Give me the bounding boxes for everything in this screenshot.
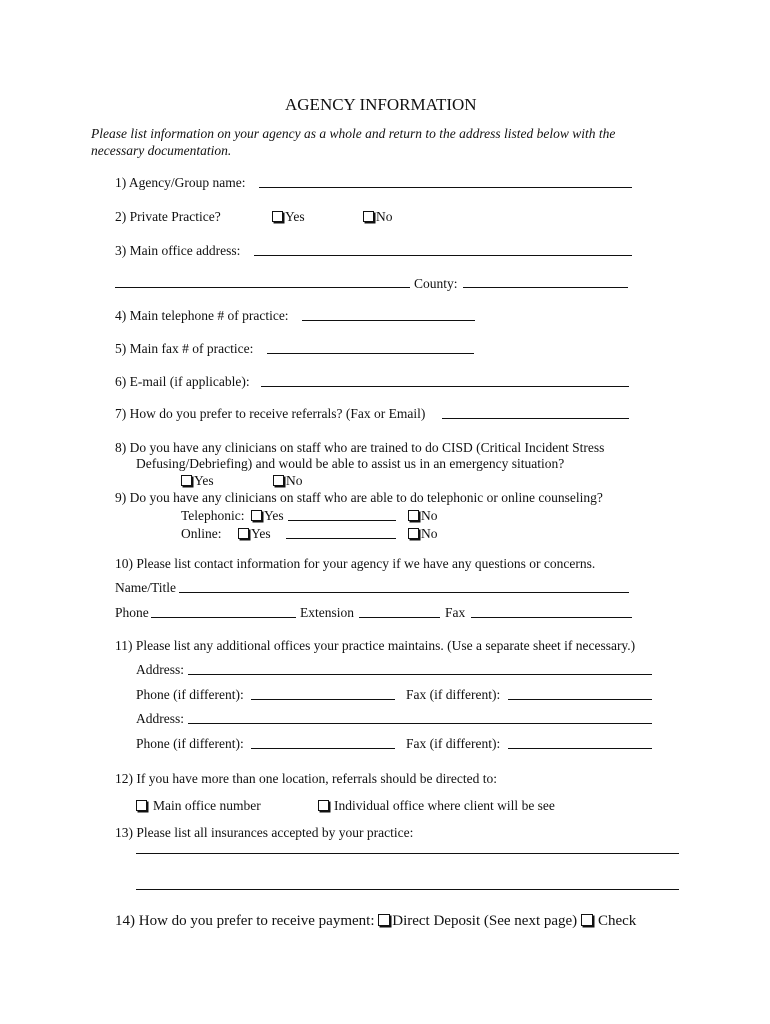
telephonic-no-option[interactable]: [408, 508, 438, 524]
telephonic-yes-option[interactable]: [251, 508, 284, 524]
main-office-number-option[interactable]: [136, 798, 261, 814]
main-fax-field[interactable]: [267, 353, 474, 354]
yes-label: Yes: [194, 473, 214, 488]
no-label: No: [421, 526, 438, 541]
main-telephone-field[interactable]: [302, 320, 475, 321]
name-title-label: Name/Title: [115, 580, 177, 595]
no-label: No: [286, 473, 303, 488]
fax-label: Fax: [445, 605, 466, 620]
question-10-label: 10) Please list contact information for your agency if we have any questions or concerns.: [115, 556, 596, 571]
additional-phone-2-field[interactable]: [251, 748, 395, 749]
checkbox-icon: [181, 475, 192, 486]
insurances-line-2-field[interactable]: [136, 889, 679, 890]
additional-fax-1-field[interactable]: [508, 699, 652, 700]
contact-fax-field[interactable]: [471, 617, 632, 618]
intro-text-line2: necessary documentation.: [91, 143, 232, 158]
individual-office-label: Individual office where client will be see: [334, 798, 555, 813]
telephonic-yes-field[interactable]: [288, 520, 396, 521]
question-2-label: 2) Private Practice?: [115, 209, 221, 224]
individual-office-option[interactable]: [318, 798, 555, 814]
checkbox-icon: [363, 211, 374, 222]
email-field[interactable]: [261, 386, 629, 387]
page-title: AGENCY INFORMATION: [285, 95, 477, 114]
phone-if-different-label: Phone (if different):: [136, 687, 244, 702]
county-field[interactable]: [463, 287, 628, 288]
question-14-row: [115, 912, 636, 930]
yes-label: Yes: [264, 508, 284, 523]
question-3-label: 3) Main office address:: [115, 243, 241, 258]
checkbox-icon: [581, 914, 593, 926]
question-8-label-line2: Defusing/Debriefing) and would be able to assist us in an emergency situation?: [136, 456, 565, 471]
private-practice-no-option[interactable]: [363, 209, 393, 225]
address-label: Address:: [136, 662, 184, 677]
checkbox-icon: [272, 211, 283, 222]
online-yes-option[interactable]: [238, 526, 271, 542]
intro-text-line1: Please list information on your agency as a whole and return to the address listed below with the: [91, 126, 616, 141]
checkbox-icon: [378, 914, 390, 926]
additional-fax-2-field[interactable]: [508, 748, 652, 749]
yes-label: Yes: [251, 526, 271, 541]
telephonic-label: Telephonic:: [181, 508, 245, 523]
main-office-number-label: Main office number: [153, 798, 261, 813]
agency-name-field[interactable]: [259, 187, 632, 188]
yes-label: Yes: [285, 209, 305, 224]
online-no-option[interactable]: [408, 526, 438, 542]
question-12-label: 12) If you have more than one location, referrals should be directed to:: [115, 771, 497, 786]
online-yes-field[interactable]: [286, 538, 396, 539]
address-label: Address:: [136, 711, 184, 726]
question-11-label: 11) Please list any additional offices your practice maintains. (Use a separate sheet if necessary.): [115, 638, 636, 653]
phone-label: Phone: [115, 605, 149, 620]
additional-phone-1-field[interactable]: [251, 699, 395, 700]
question-4-label: 4) Main telephone # of practice:: [115, 308, 289, 323]
direct-deposit-option[interactable]: [378, 913, 577, 929]
additional-address-2-field[interactable]: [188, 723, 652, 724]
private-practice-yes-option[interactable]: [272, 209, 305, 225]
additional-address-1-field[interactable]: [188, 674, 652, 675]
county-label: County:: [414, 276, 458, 291]
question-7-label: 7) How do you prefer to receive referrals? (Fax or Email): [115, 406, 426, 421]
checkbox-icon: [408, 510, 419, 521]
fax-if-different-label: Fax (if different):: [406, 736, 501, 751]
referral-preference-field[interactable]: [442, 418, 629, 419]
fax-if-different-label: Fax (if different):: [406, 687, 501, 702]
online-label: Online:: [181, 526, 222, 541]
cisd-no-option[interactable]: [273, 473, 303, 489]
address-line-2-field[interactable]: [115, 287, 410, 288]
extension-label: Extension: [300, 605, 354, 620]
question-5-label: 5) Main fax # of practice:: [115, 341, 254, 356]
insurances-line-1-field[interactable]: [136, 853, 679, 854]
checkbox-icon: [251, 510, 262, 521]
check-label: Check: [597, 913, 637, 929]
question-9-label: 9) Do you have any clinicians on staff who are able to do telephonic or online counseling?: [115, 490, 603, 505]
question-1-label: 1) Agency/Group name:: [115, 175, 246, 190]
cisd-yes-option[interactable]: [181, 473, 214, 489]
checkbox-icon: [136, 800, 147, 811]
question-8-label-line1: 8) Do you have any clinicians on staff who are trained to do CISD (Critical Incident Stress: [115, 440, 605, 455]
checkbox-icon: [408, 528, 419, 539]
phone-if-different-label: Phone (if different):: [136, 736, 244, 751]
name-title-field[interactable]: [179, 592, 629, 593]
contact-phone-field[interactable]: [151, 617, 296, 618]
question-6-label: 6) E-mail (if applicable):: [115, 374, 250, 389]
question-14-label: 14) How do you prefer to receive payment:: [115, 913, 375, 929]
question-13-label: 13) Please list all insurances accepted by your practice:: [115, 825, 414, 840]
no-label: No: [421, 508, 438, 523]
main-office-address-field[interactable]: [254, 255, 632, 256]
checkbox-icon: [273, 475, 284, 486]
direct-deposit-label: Direct Deposit (See next page): [392, 913, 578, 929]
checkbox-icon: [318, 800, 329, 811]
check-option[interactable]: [581, 913, 636, 929]
checkbox-icon: [238, 528, 249, 539]
no-label: No: [376, 209, 393, 224]
extension-field[interactable]: [359, 617, 440, 618]
